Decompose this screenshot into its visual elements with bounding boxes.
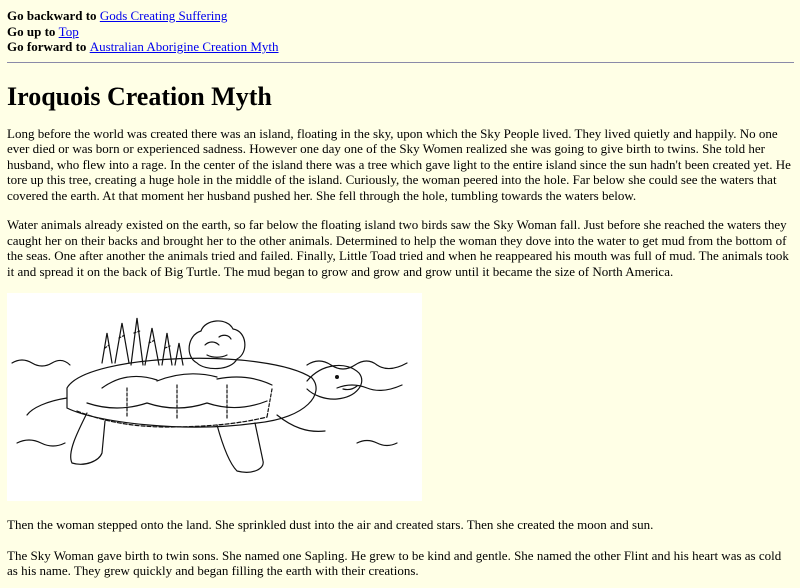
nav-backward-label: Go backward to bbox=[7, 8, 97, 23]
paragraph-water-animals: Water animals already existed on the earth, so far below the floating island two birds saw the Sky Woman fall. Just before she reached the waters they caught her on their backs and brought her to the other animals. Determined to help the woman they dove into the water to get mud from the bottom of the seas. One after another the animals tried and failed. Finally, Little Toad tried and when he reappeared his mouth was full of mud. The animals took it and spread it on the back of Big Turtle. The mud began to grow and grow and grow until it became the size of North America. bbox=[7, 217, 789, 279]
paragraph-sky-island: Long before the world was created there was an island, floating in the sky, upon which the Sky People lived. They lived quietly and happily. No one ever died or was born or experienced sadness. However one day one of the Sky Women realized she was going to give birth to twins. She told her husband, who flew into a rage. In the center of the island there was a tree which gave light to the entire island since the sun hadn't been created yet. He tore up this tree, creating a huge hole in the middle of the island. Curiously, the woman peered into the hole. Far below she could see the waters that covered the earth. At that moment her husband pushed her. She fell through the hole, tumbling towards the waters below. bbox=[7, 125, 791, 203]
nav-up bbox=[7, 24, 793, 40]
nav-forward-label: Go forward to bbox=[7, 39, 87, 54]
top-link[interactable]: Top bbox=[58, 23, 79, 39]
gods-creating-suffering-link[interactable]: Gods Creating Suffering bbox=[99, 8, 228, 23]
nav-forward bbox=[7, 39, 793, 55]
page-title: Iroquois Creation Myth bbox=[7, 81, 272, 111]
australian-aborigine-link[interactable]: Australian Aborigine Creation Myth bbox=[89, 39, 279, 54]
paragraph-twins: The Sky Woman gave birth to twin sons. She named one Sapling. He grew to be kind and gentle. She named the other Flint and his heart was as cold as his name. They grew quickly and began filling the earth with their creations. bbox=[7, 547, 782, 578]
nav-backward bbox=[7, 8, 793, 24]
paragraph-stars: Then the woman stepped onto the land. She sprinkled dust into the air and created stars. Then she created the moon and sun. bbox=[7, 517, 654, 532]
nav-up-label: Go up to bbox=[7, 23, 56, 39]
divider bbox=[7, 62, 794, 63]
turtle-island-illustration bbox=[7, 293, 422, 501]
